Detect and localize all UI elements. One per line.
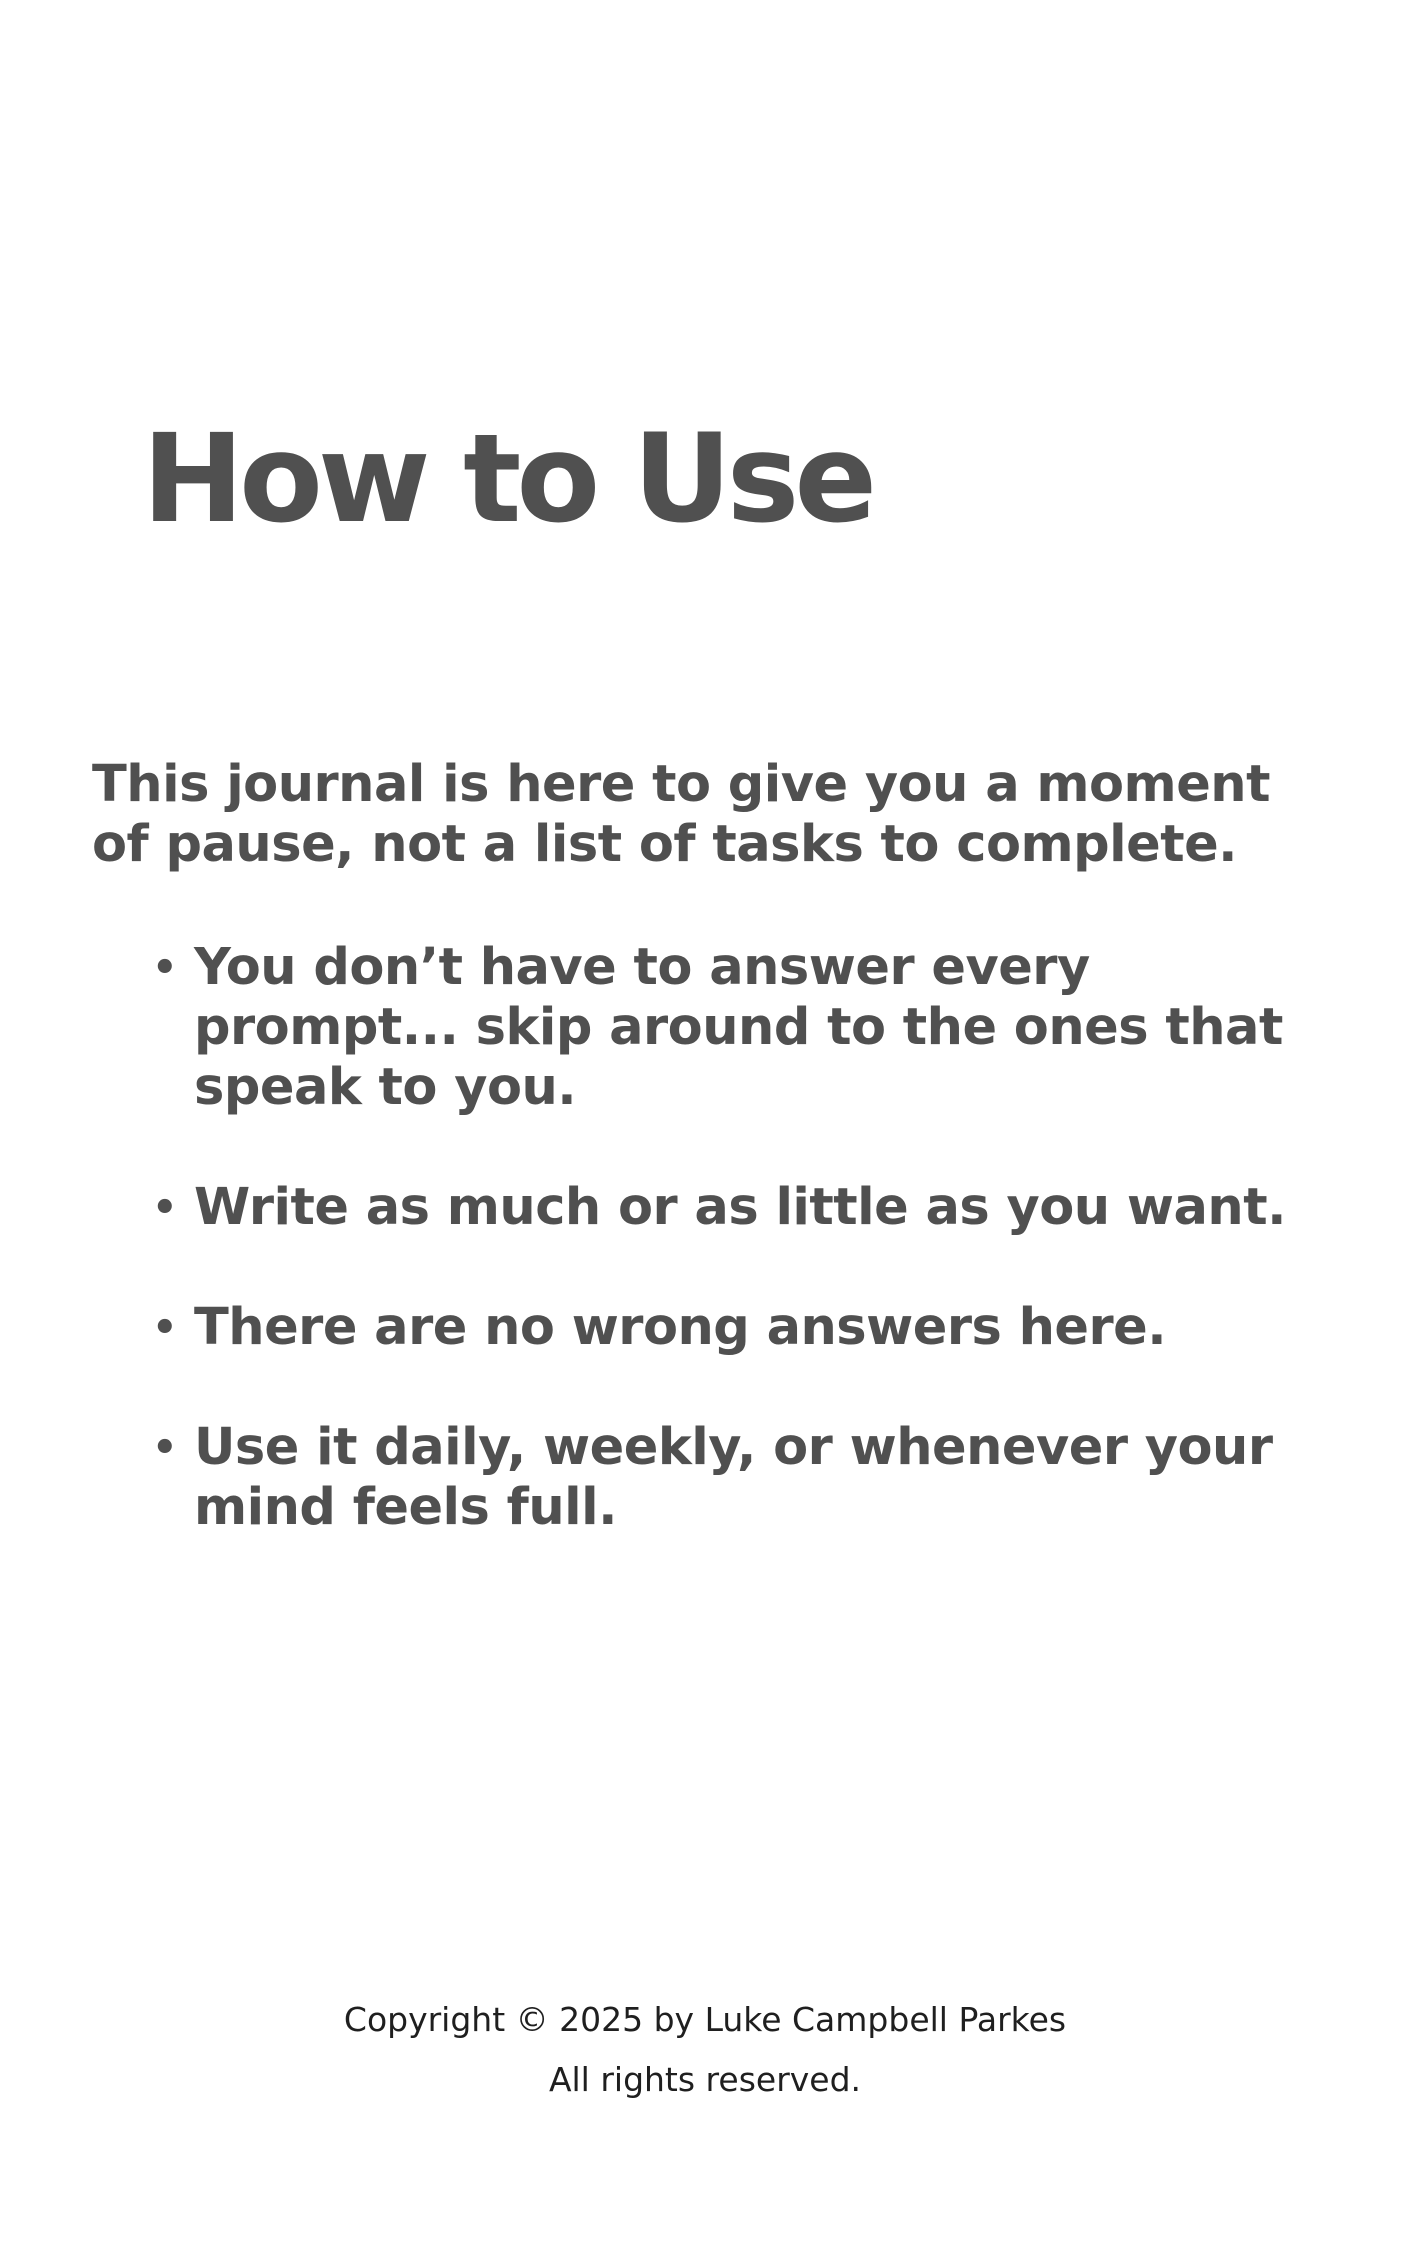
list-item [152, 938, 1302, 1118]
list-item [152, 1178, 1302, 1238]
tip-text: Use it daily, weekly, or whenever your mind feels full. [194, 1418, 1273, 1537]
bullet-icon: • [152, 1305, 178, 1351]
bullet-icon: • [152, 1185, 178, 1231]
list-item [152, 1418, 1302, 1538]
intro-paragraph: This journal is here to give you a moment of pause, not a list of tasks to complete. [92, 755, 1270, 874]
tips-list [152, 938, 1302, 1598]
bullet-icon: • [152, 1425, 178, 1471]
copyright-footer [0, 1990, 1410, 2110]
bullet-icon: • [152, 945, 178, 991]
tip-text: There are no wrong answers here. [194, 1298, 1167, 1357]
copyright-line: Copyright © 2025 by Luke Campbell Parkes [343, 2000, 1067, 2039]
tip-text: Write as much or as little as you want. [194, 1178, 1286, 1237]
tip-text: You don’t have to answer every prompt... skip around to the ones that speak to you. [194, 938, 1283, 1117]
list-item [152, 1298, 1302, 1358]
page-title: How to Use [142, 408, 873, 550]
rights-line: All rights reserved. [548, 2060, 862, 2099]
